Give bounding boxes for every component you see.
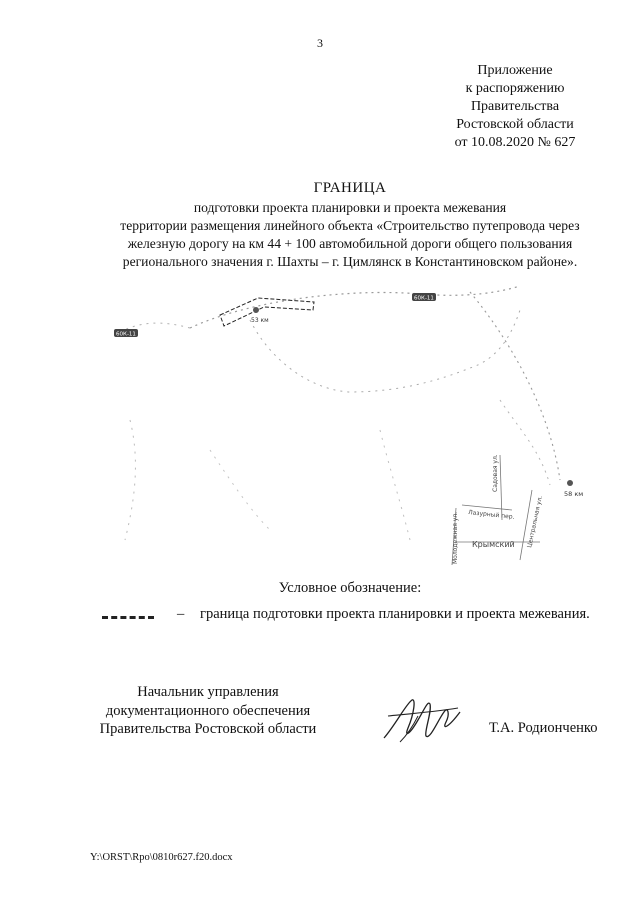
file-path: Y:\ORST\Rpo\0810r627.f20.docx — [90, 852, 233, 863]
signer-title-line: документационного обеспечения — [105, 702, 311, 719]
road-badge-top-label: 60К-11 — [414, 295, 434, 302]
road-right-branch — [500, 400, 550, 485]
legend-description: граница подготовки проекта планировки и проекта межевания. — [200, 606, 590, 622]
legend-boundary-line-icon — [102, 616, 154, 619]
document-subtitle — [80, 199, 620, 271]
signer-title-line: Правительства Ростовской области — [99, 721, 317, 737]
subtitle-line: железную дорогу на км 44 + 100 автомобильной дороги общего пользования — [127, 236, 573, 251]
appendix-date-line: от 10.08.2020 № 627 — [454, 135, 576, 150]
appendix-line: к распоряжению — [465, 81, 565, 96]
settlement-label: Крымский — [472, 540, 515, 549]
road-middle — [210, 450, 270, 530]
road-badge-left — [114, 329, 138, 338]
km-marker-label: 58 км — [564, 490, 584, 498]
legend-dash: – — [177, 606, 185, 622]
signer-name: Т.А. Родионченко — [489, 720, 598, 736]
road-right-curve — [470, 292, 560, 480]
appendix-line: Правительства — [470, 99, 560, 114]
street-label: Садовая ул. — [492, 454, 499, 492]
street-sadovaya-line — [500, 455, 502, 520]
street-label: Центральная ул. — [526, 495, 544, 549]
km-marker-label: 53 км — [251, 317, 269, 324]
document-title: ГРАНИЦА — [313, 180, 387, 196]
signer-title — [88, 683, 328, 739]
km-marker-icon — [253, 307, 259, 313]
appendix-block — [430, 62, 600, 152]
road-center — [380, 430, 410, 540]
road-lower-left — [125, 420, 135, 540]
legend-heading: Условное обозначение: — [278, 580, 422, 596]
km-marker-icon — [567, 480, 573, 486]
boundary-map — [100, 280, 600, 570]
subtitle-line: регионального значения г. Шахты – г. Цимлянск в Константиновском районе». — [122, 254, 578, 269]
road-loop — [250, 310, 520, 392]
subtitle-line: территории размещения линейного объекта «Строительство путепровода через — [120, 218, 580, 233]
signer-title-line: Начальник управления — [137, 684, 279, 700]
appendix-line: Приложение — [477, 63, 553, 78]
handwritten-signature — [378, 694, 468, 746]
street-label: Лазурный пер. — [467, 509, 515, 521]
page-number: 3 — [317, 36, 323, 50]
street-label: Молодежная ул. — [452, 511, 459, 564]
subtitle-line: подготовки проекта планировки и проекта межевания — [193, 200, 507, 215]
road-badge-left-label: 60К-11 — [116, 331, 136, 338]
appendix-line: Ростовской области — [456, 117, 574, 132]
road-badge-top — [412, 293, 436, 302]
